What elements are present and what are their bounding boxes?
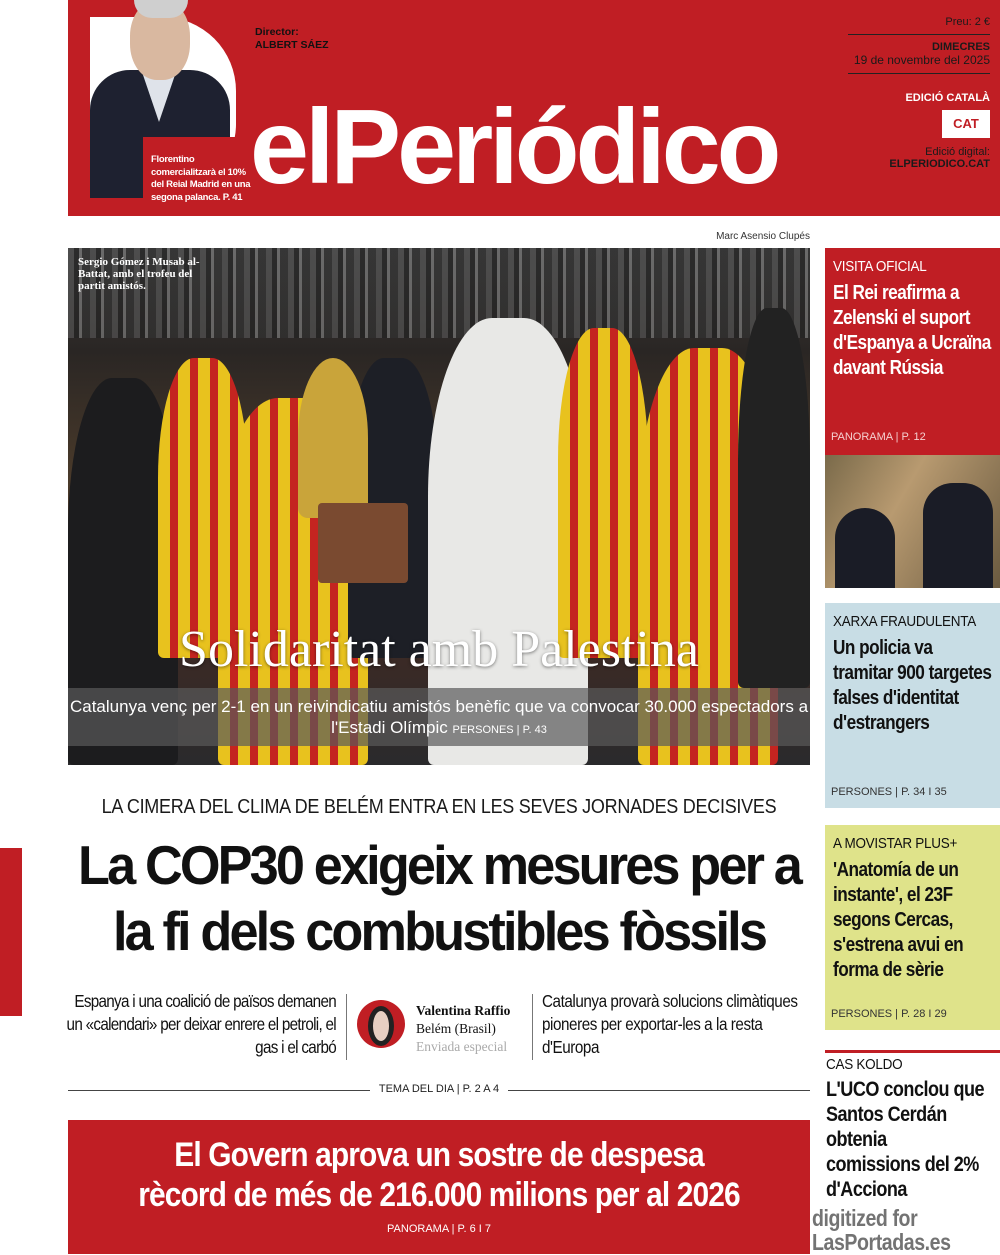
title: Un policia va tramitar 900 targetes falses d'identitat d'estrangers (833, 637, 992, 734)
director-name: ALBERT SÁEZ (255, 39, 329, 51)
kicker: A MOVISTAR PLUS+ (833, 835, 958, 852)
sidebar-story-anatomia[interactable] (825, 825, 1000, 1030)
digital-label: Edició digital: (925, 146, 990, 158)
issue-info (848, 16, 990, 170)
byline (416, 1002, 510, 1056)
edition-badge[interactable]: CAT (942, 110, 990, 138)
photo-caption: Sergio Gómez i Musab al-Battat, amb el trofeu del partit amistós. (78, 256, 200, 292)
watermark-line2: LasPortadas.es (812, 1229, 951, 1255)
govern-headline-1: El Govern aprova un sostre de despesa (174, 1136, 704, 1174)
govern-headline-2: rècord de més de 216.000 milions per al 2026 (138, 1176, 740, 1214)
page-ref: PERSONES | P. 34 I 35 (831, 786, 947, 798)
kicker: VISITA OFICIAL (833, 258, 927, 275)
rei-zelenski-photo (825, 455, 1000, 588)
lead-kicker: LA CIMERA DEL CLIMA DE BELÉM ENTRA EN LES SEVES JORNADES DECISIVES (101, 796, 777, 818)
issue-date: 19 de novembre del 2025 (853, 53, 990, 67)
director-label: Director: (255, 26, 299, 38)
edition-label: EDICIÓ CATALÀ (905, 92, 990, 104)
title: 'Anatomía de un instante', el 23F segons Cercas, s'estrena avui en forma de sèrie (833, 859, 964, 981)
kicker: XARXA FRAUDULENTA (833, 613, 976, 630)
author-name: Valentina Raffio (416, 1003, 511, 1018)
director-credit (255, 26, 329, 52)
govern-story-box[interactable] (68, 1120, 810, 1254)
title: L'UCO conclou que Santos Cerdán obtenia comissions del 2% d'Acciona (826, 1078, 985, 1201)
author-avatar (357, 1000, 405, 1048)
photo-title[interactable]: Solidaritat amb Palestina (179, 621, 699, 678)
lead-subhead-right[interactable]: Catalunya provarà solucions climàtiques pioneres per exportar-les a la resta d'Europa (542, 991, 798, 1057)
lead-subhead-left[interactable]: Espanya i una coalició de països demanen un «calendari» per deixar enrere el petroli, el gas i el carbó (66, 991, 337, 1057)
tema-ref[interactable]: TEMA DEL DIA | P. 2 A 4 (378, 1083, 500, 1095)
lead-headline[interactable]: La COP30 exigeix mesures per a la fi dels combustibles fòssils (78, 834, 800, 962)
photo-page-ref[interactable]: PERSONES | P. 43 (452, 724, 547, 736)
tema-del-dia (68, 1083, 810, 1097)
author-location: Belém (Brasil) (416, 1021, 496, 1036)
page-ref: PERSONES | P. 28 I 29 (831, 1008, 947, 1020)
photo-description (68, 696, 810, 741)
title: El Rei reafirma a Zelenski el suport d'Espanya a Ucraïna davant Rússia (833, 282, 991, 379)
newspaper-logo[interactable]: elPeriódico (250, 88, 778, 206)
divider (848, 34, 990, 35)
page-edge-marker (0, 848, 22, 1016)
photo-credit: Marc Asensio Clupés (716, 231, 810, 242)
main-photo[interactable] (68, 248, 810, 765)
divider (346, 994, 347, 1060)
sidebar-story-policia[interactable] (825, 603, 1000, 808)
watermark (812, 1206, 951, 1254)
weekday: DIMECRES (931, 41, 990, 53)
price: Preu: 2 € (945, 16, 990, 28)
govern-ref: PANORAMA | P. 6 I 7 (387, 1223, 491, 1235)
divider (848, 73, 990, 74)
photo-description-text: Catalunya venç per 2-1 en un reivindicatiu amistós benèfic que va convocar 30.000 espectadors a l'Estadi Olímpic (69, 697, 809, 737)
teaser-florentino[interactable]: Florentino comercialitzarà el 10% del Reial Madrid en una segona palanca. P. 41 (151, 154, 251, 203)
divider (532, 994, 533, 1060)
sidebar-story-rei[interactable] (825, 248, 1000, 455)
author-role: Enviada especial (416, 1039, 508, 1054)
digital-url[interactable]: ELPERIODICO.CAT (889, 158, 990, 170)
kicker: CAS KOLDO (826, 1056, 903, 1073)
page-ref: PANORAMA | P. 12 (831, 431, 926, 443)
watermark-line1: digitized for (812, 1205, 918, 1231)
